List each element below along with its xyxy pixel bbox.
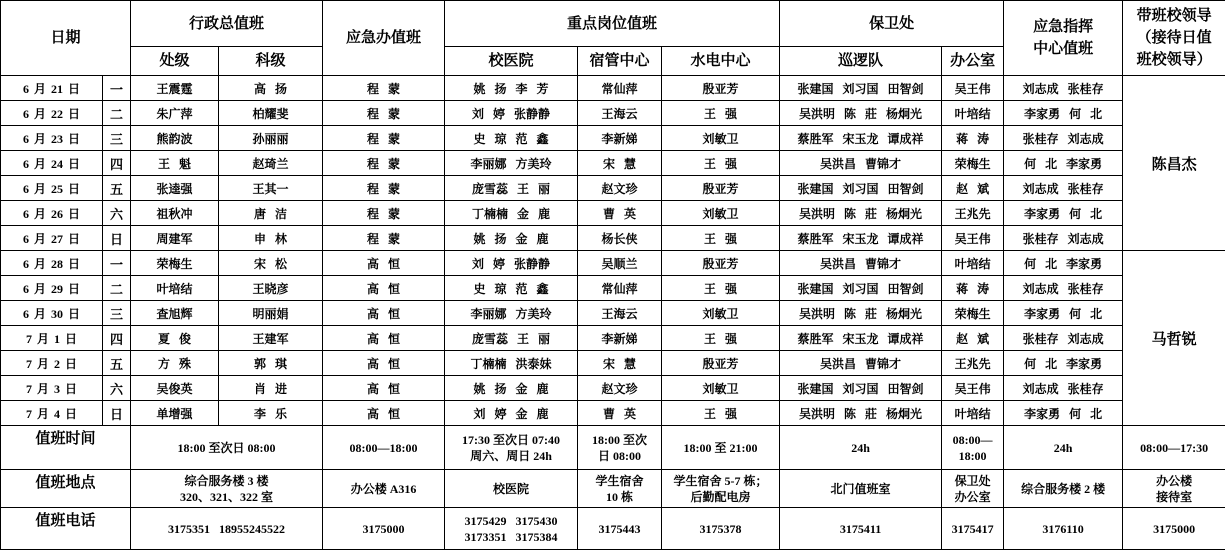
- cell-date: 6 月 22 日: [1, 101, 103, 126]
- cell-command-center: 何 北 李家勇: [1004, 251, 1123, 276]
- cell-dorm-center: 王海云: [578, 301, 662, 326]
- cell-weekday: 一: [103, 76, 131, 101]
- footer-phone-leader: 3175000: [1123, 508, 1225, 550]
- cell-command-center: 刘志成 张桂存: [1004, 176, 1123, 201]
- duty-row: [1, 101, 1225, 126]
- cell-leader: 陈昌杰: [1123, 76, 1225, 251]
- cell-security-office: 吴王伟: [942, 376, 1004, 401]
- header-patrol: 巡逻队: [780, 47, 942, 76]
- cell-emergency-office: 高 恒: [323, 301, 445, 326]
- footer-phone-admin: 3175351 18955245522: [131, 508, 323, 550]
- cell-patrol: 吴洪昌 曹锦才: [780, 151, 942, 176]
- footer-phone-command-center: 3176110: [1004, 508, 1123, 550]
- footer-time-clinic-line: 17:30 至次日 07:40: [462, 432, 561, 447]
- cell-admin-section: 申 林: [219, 226, 323, 251]
- footer-location-leader-line: 办公楼: [1156, 473, 1193, 488]
- cell-admin-section: 李 乐: [219, 401, 323, 426]
- cell-admin-section: 唐 洁: [219, 201, 323, 226]
- footer-location-admin-line: 综合服务楼 3 楼: [184, 473, 269, 488]
- footer-phone-clinic-line: 3173351 3175384: [464, 529, 558, 544]
- cell-security-office: 王兆先: [942, 201, 1004, 226]
- footer-location-admin: [131, 470, 323, 508]
- cell-admin-division: 方 殊: [131, 351, 219, 376]
- cell-admin-section: 孙丽丽: [219, 126, 323, 151]
- footer-time-clinic-line: 周六、周日 24h: [470, 448, 552, 463]
- cell-clinic: 刘 婷 金 鹿: [445, 401, 578, 426]
- header-leader-line: 班校领导）: [1136, 52, 1212, 68]
- cell-admin-section: 柏耀斐: [219, 101, 323, 126]
- cell-clinic: 李丽娜 方美玲: [445, 301, 578, 326]
- footer-time-emergency-office: 08:00—18:00: [323, 426, 445, 470]
- cell-clinic: 庞雪蕊 王 丽: [445, 176, 578, 201]
- cell-admin-section: 宋 松: [219, 251, 323, 276]
- header-admin-section: 科级: [219, 47, 323, 76]
- footer-phone-patrol: 3175411: [780, 508, 942, 550]
- duty-rows: [1, 76, 1225, 426]
- table-header: [1, 1, 1225, 76]
- cell-patrol: 吴洪明 陈 莊 杨炯光: [780, 301, 942, 326]
- cell-command-center: 李家勇 何 北: [1004, 201, 1123, 226]
- cell-utilities-center: 刘敏卫: [662, 201, 780, 226]
- cell-admin-division: 周建军: [131, 226, 219, 251]
- cell-admin-division: 王 魁: [131, 151, 219, 176]
- cell-admin-section: 肖 进: [219, 376, 323, 401]
- cell-patrol: 张建国 刘习国 田智剑: [780, 376, 942, 401]
- cell-patrol: 张建国 刘习国 田智剑: [780, 76, 942, 101]
- footer-location-admin-line: 320、321、322 室: [180, 489, 274, 504]
- cell-leader: 马哲锐: [1123, 251, 1225, 426]
- cell-weekday: 四: [103, 326, 131, 351]
- footer-row-phone: [1, 508, 1225, 550]
- cell-admin-division: 荣梅生: [131, 251, 219, 276]
- header-leader-line: （接待日值: [1136, 30, 1212, 46]
- cell-weekday: 三: [103, 301, 131, 326]
- cell-clinic: 姚 扬 李 芳: [445, 76, 578, 101]
- footer-time-utilities: 18:00 至 21:00: [662, 426, 780, 470]
- duty-row: [1, 351, 1225, 376]
- cell-security-office: 叶培结: [942, 251, 1004, 276]
- cell-admin-section: 郭 琪: [219, 351, 323, 376]
- cell-utilities-center: 王 强: [662, 276, 780, 301]
- footer-location-utilities: [662, 470, 780, 508]
- cell-emergency-office: 程 蒙: [323, 101, 445, 126]
- cell-weekday: 一: [103, 251, 131, 276]
- header-security-dept: 保卫处: [780, 1, 1004, 47]
- cell-patrol: 吴洪昌 曹锦才: [780, 351, 942, 376]
- cell-weekday: 六: [103, 201, 131, 226]
- cell-admin-section: 王其一: [219, 176, 323, 201]
- cell-admin-section: 高 扬: [219, 76, 323, 101]
- cell-clinic: 李丽娜 方美玲: [445, 151, 578, 176]
- cell-dorm-center: 杨长侠: [578, 226, 662, 251]
- cell-date: 6 月 26 日: [1, 201, 103, 226]
- cell-command-center: 张桂存 刘志成: [1004, 126, 1123, 151]
- cell-date: 7 月 2 日: [1, 351, 103, 376]
- cell-date: 6 月 29 日: [1, 276, 103, 301]
- footer-location-clinic: 校医院: [445, 470, 578, 508]
- cell-emergency-office: 高 恒: [323, 401, 445, 426]
- footer-location-emergency-office: 办公楼 A316: [323, 470, 445, 508]
- cell-date: 6 月 21 日: [1, 76, 103, 101]
- header-dorm-center: 宿管中心: [578, 47, 662, 76]
- cell-weekday: 三: [103, 126, 131, 151]
- cell-command-center: 刘志成 张桂存: [1004, 276, 1123, 301]
- cell-admin-division: 吴俊英: [131, 376, 219, 401]
- footer-phone-emergency-office: 3175000: [323, 508, 445, 550]
- cell-utilities-center: 王 强: [662, 226, 780, 251]
- duty-row: [1, 326, 1225, 351]
- cell-utilities-center: 殷亚芳: [662, 176, 780, 201]
- cell-emergency-office: 高 恒: [323, 251, 445, 276]
- cell-patrol: 吴洪昌 曹锦才: [780, 251, 942, 276]
- footer-phone-dorm: 3175443: [578, 508, 662, 550]
- footer-time-patrol: 24h: [780, 426, 942, 470]
- cell-date: 7 月 4 日: [1, 401, 103, 426]
- cell-emergency-office: 高 恒: [323, 376, 445, 401]
- cell-dorm-center: 曹 英: [578, 201, 662, 226]
- footer-location-dorm: [578, 470, 662, 508]
- footer-phone-clinic-line: 3175429 3175430: [464, 513, 558, 528]
- cell-date: 6 月 25 日: [1, 176, 103, 201]
- footer-time-clinic: [445, 426, 578, 470]
- cell-admin-section: 王建军: [219, 326, 323, 351]
- footer-location-utilities-line: 学生宿舍 5-7 栋；: [673, 473, 768, 488]
- duty-row: [1, 251, 1225, 276]
- cell-weekday: 六: [103, 376, 131, 401]
- cell-dorm-center: 李新娣: [578, 126, 662, 151]
- cell-dorm-center: 吴顺兰: [578, 251, 662, 276]
- cell-patrol: 蔡胜军 宋玉龙 谭成祥: [780, 226, 942, 251]
- footer-location-command-center: 综合服务楼 2 楼: [1004, 470, 1123, 508]
- cell-weekday: 五: [103, 351, 131, 376]
- cell-patrol: 张建国 刘习国 田智剑: [780, 276, 942, 301]
- footer-time-dorm-line: 日 08:00: [598, 448, 642, 463]
- cell-admin-division: 熊韵波: [131, 126, 219, 151]
- cell-clinic: 史 琼 范 鑫: [445, 126, 578, 151]
- cell-emergency-office: 高 恒: [323, 326, 445, 351]
- cell-admin-section: 王晓彦: [219, 276, 323, 301]
- header-leader-line: 带班校领导: [1136, 8, 1212, 24]
- cell-clinic: 丁楠楠 洪泰妹: [445, 351, 578, 376]
- cell-clinic: 史 琼 范 鑫: [445, 276, 578, 301]
- footer-location-dorm-line: 学生宿舍: [595, 473, 644, 488]
- footer-location-patrol: 北门值班室: [780, 470, 942, 508]
- cell-weekday: 二: [103, 276, 131, 301]
- header-utilities-center: 水电中心: [662, 47, 780, 76]
- cell-weekday: 五: [103, 176, 131, 201]
- header-admin-division: 处级: [131, 47, 219, 76]
- cell-utilities-center: 殷亚芳: [662, 76, 780, 101]
- cell-utilities-center: 王 强: [662, 101, 780, 126]
- cell-clinic: 姚 扬 金 鹿: [445, 226, 578, 251]
- cell-emergency-office: 程 蒙: [323, 76, 445, 101]
- footer-time-dorm: [578, 426, 662, 470]
- table-footer: [1, 426, 1225, 550]
- cell-command-center: 李家勇 何 北: [1004, 301, 1123, 326]
- duty-row: [1, 126, 1225, 151]
- header-key-posts: 重点岗位值班: [445, 1, 780, 47]
- header-security-office: 办公室: [942, 47, 1004, 76]
- footer-location-label: 值班地点: [1, 470, 131, 508]
- cell-security-office: 王兆先: [942, 351, 1004, 376]
- cell-admin-section: 赵琦兰: [219, 151, 323, 176]
- cell-dorm-center: 曹 英: [578, 401, 662, 426]
- cell-dorm-center: 赵文珍: [578, 376, 662, 401]
- cell-dorm-center: 宋 慧: [578, 151, 662, 176]
- cell-date: 6 月 24 日: [1, 151, 103, 176]
- cell-security-office: 叶培结: [942, 401, 1004, 426]
- cell-dorm-center: 常仙萍: [578, 276, 662, 301]
- cell-clinic: 刘 婷 张静静: [445, 251, 578, 276]
- cell-security-office: 荣梅生: [942, 151, 1004, 176]
- cell-security-office: 吴王伟: [942, 76, 1004, 101]
- cell-date: 6 月 30 日: [1, 301, 103, 326]
- cell-command-center: 李家勇 何 北: [1004, 101, 1123, 126]
- cell-admin-division: 祖秋冲: [131, 201, 219, 226]
- header-clinic: 校医院: [445, 47, 578, 76]
- footer-row-time: [1, 426, 1225, 470]
- cell-security-office: 荣梅生: [942, 301, 1004, 326]
- cell-dorm-center: 李新娣: [578, 326, 662, 351]
- cell-security-office: 赵 斌: [942, 326, 1004, 351]
- cell-utilities-center: 殷亚芳: [662, 251, 780, 276]
- cell-admin-division: 叶培结: [131, 276, 219, 301]
- cell-emergency-office: 程 蒙: [323, 126, 445, 151]
- cell-command-center: 李家勇 何 北: [1004, 401, 1123, 426]
- cell-command-center: 何 北 李家勇: [1004, 151, 1123, 176]
- cell-clinic: 庞雪蕊 王 丽: [445, 326, 578, 351]
- cell-dorm-center: 王海云: [578, 101, 662, 126]
- cell-weekday: 日: [103, 401, 131, 426]
- footer-phone-clinic: [445, 508, 578, 550]
- cell-emergency-office: 程 蒙: [323, 176, 445, 201]
- footer-phone-security-office: 3175417: [942, 508, 1004, 550]
- cell-dorm-center: 常仙萍: [578, 76, 662, 101]
- cell-utilities-center: 刘敏卫: [662, 301, 780, 326]
- footer-time-command-center: 24h: [1004, 426, 1123, 470]
- footer-time-admin: 18:00 至次日 08:00: [131, 426, 323, 470]
- duty-row: [1, 76, 1225, 101]
- header-leader: [1123, 1, 1225, 76]
- footer-time-label: 值班时间: [1, 426, 131, 470]
- footer-phone-utilities: 3175378: [662, 508, 780, 550]
- cell-weekday: 日: [103, 226, 131, 251]
- cell-emergency-office: 高 恒: [323, 351, 445, 376]
- cell-utilities-center: 刘敏卫: [662, 376, 780, 401]
- footer-time-security-office-line: 18:00: [958, 448, 987, 463]
- footer-location-security-office-line: 保卫处: [954, 473, 991, 488]
- cell-dorm-center: 宋 慧: [578, 351, 662, 376]
- cell-patrol: 吴洪明 陈 莊 杨炯光: [780, 201, 942, 226]
- cell-command-center: 张桂存 刘志成: [1004, 326, 1123, 351]
- cell-security-office: 蒋 涛: [942, 126, 1004, 151]
- cell-dorm-center: 赵文珍: [578, 176, 662, 201]
- cell-command-center: 刘志成 张桂存: [1004, 76, 1123, 101]
- cell-admin-division: 张逵强: [131, 176, 219, 201]
- header-emergency-office: 应急办值班: [323, 1, 445, 76]
- header-command-center-line: 中心值班: [1033, 41, 1094, 57]
- cell-utilities-center: 王 强: [662, 326, 780, 351]
- cell-utilities-center: 殷亚芳: [662, 351, 780, 376]
- duty-row: [1, 301, 1225, 326]
- cell-emergency-office: 高 恒: [323, 276, 445, 301]
- footer-row-location: [1, 470, 1225, 508]
- cell-weekday: 四: [103, 151, 131, 176]
- cell-date: 6 月 27 日: [1, 226, 103, 251]
- header-row-groups: [1, 1, 1225, 47]
- footer-location-leader: [1123, 470, 1225, 508]
- footer-location-dorm-line: 10 栋: [606, 489, 634, 504]
- header-command-center: [1004, 1, 1123, 76]
- cell-clinic: 刘 婷 张静静: [445, 101, 578, 126]
- footer-location-security-office-line: 办公室: [954, 489, 991, 504]
- header-admin-duty: 行政总值班: [131, 1, 323, 47]
- duty-row: [1, 201, 1225, 226]
- cell-command-center: 张桂存 刘志成: [1004, 226, 1123, 251]
- cell-utilities-center: 王 强: [662, 151, 780, 176]
- cell-admin-division: 王震霆: [131, 76, 219, 101]
- cell-admin-division: 查旭辉: [131, 301, 219, 326]
- cell-patrol: 蔡胜军 宋玉龙 谭成祥: [780, 126, 942, 151]
- footer-time-security-office-line: 08:00—: [952, 432, 993, 447]
- header-date: 日期: [1, 1, 131, 76]
- cell-patrol: 吴洪明 陈 莊 杨炯光: [780, 101, 942, 126]
- cell-date: 7 月 1 日: [1, 326, 103, 351]
- footer-time-security-office: [942, 426, 1004, 470]
- duty-row: [1, 376, 1225, 401]
- duty-row: [1, 401, 1225, 426]
- duty-row: [1, 151, 1225, 176]
- duty-row: [1, 226, 1225, 251]
- footer-phone-label: 值班电话: [1, 508, 131, 550]
- cell-security-office: 叶培结: [942, 101, 1004, 126]
- cell-utilities-center: 王 强: [662, 401, 780, 426]
- cell-command-center: 何 北 李家勇: [1004, 351, 1123, 376]
- cell-date: 6 月 23 日: [1, 126, 103, 151]
- cell-admin-division: 单增强: [131, 401, 219, 426]
- cell-utilities-center: 刘敏卫: [662, 126, 780, 151]
- cell-date: 6 月 28 日: [1, 251, 103, 276]
- cell-security-office: 蒋 涛: [942, 276, 1004, 301]
- cell-admin-section: 明丽娟: [219, 301, 323, 326]
- cell-weekday: 二: [103, 101, 131, 126]
- cell-command-center: 刘志成 张桂存: [1004, 376, 1123, 401]
- footer-location-utilities-line: 后勤配电房: [690, 489, 751, 504]
- cell-clinic: 丁楠楠 金 鹿: [445, 201, 578, 226]
- footer-location-leader-line: 接待室: [1156, 489, 1193, 504]
- cell-patrol: 蔡胜军 宋玉龙 谭成祥: [780, 326, 942, 351]
- cell-admin-division: 朱广萍: [131, 101, 219, 126]
- footer-time-leader: 08:00—17:30: [1123, 426, 1225, 470]
- header-command-center-line: 应急指挥: [1033, 19, 1094, 35]
- cell-admin-division: 夏 俊: [131, 326, 219, 351]
- cell-security-office: 赵 斌: [942, 176, 1004, 201]
- cell-patrol: 张建国 刘习国 田智剑: [780, 176, 942, 201]
- duty-row: [1, 176, 1225, 201]
- duty-row: [1, 276, 1225, 301]
- cell-patrol: 吴洪明 陈 莊 杨炯光: [780, 401, 942, 426]
- cell-security-office: 吴王伟: [942, 226, 1004, 251]
- cell-emergency-office: 程 蒙: [323, 151, 445, 176]
- cell-emergency-office: 程 蒙: [323, 201, 445, 226]
- cell-emergency-office: 程 蒙: [323, 226, 445, 251]
- footer-time-dorm-line: 18:00 至次: [592, 432, 648, 447]
- footer-location-security-office: [942, 470, 1004, 508]
- cell-date: 7 月 3 日: [1, 376, 103, 401]
- cell-clinic: 姚 扬 金 鹿: [445, 376, 578, 401]
